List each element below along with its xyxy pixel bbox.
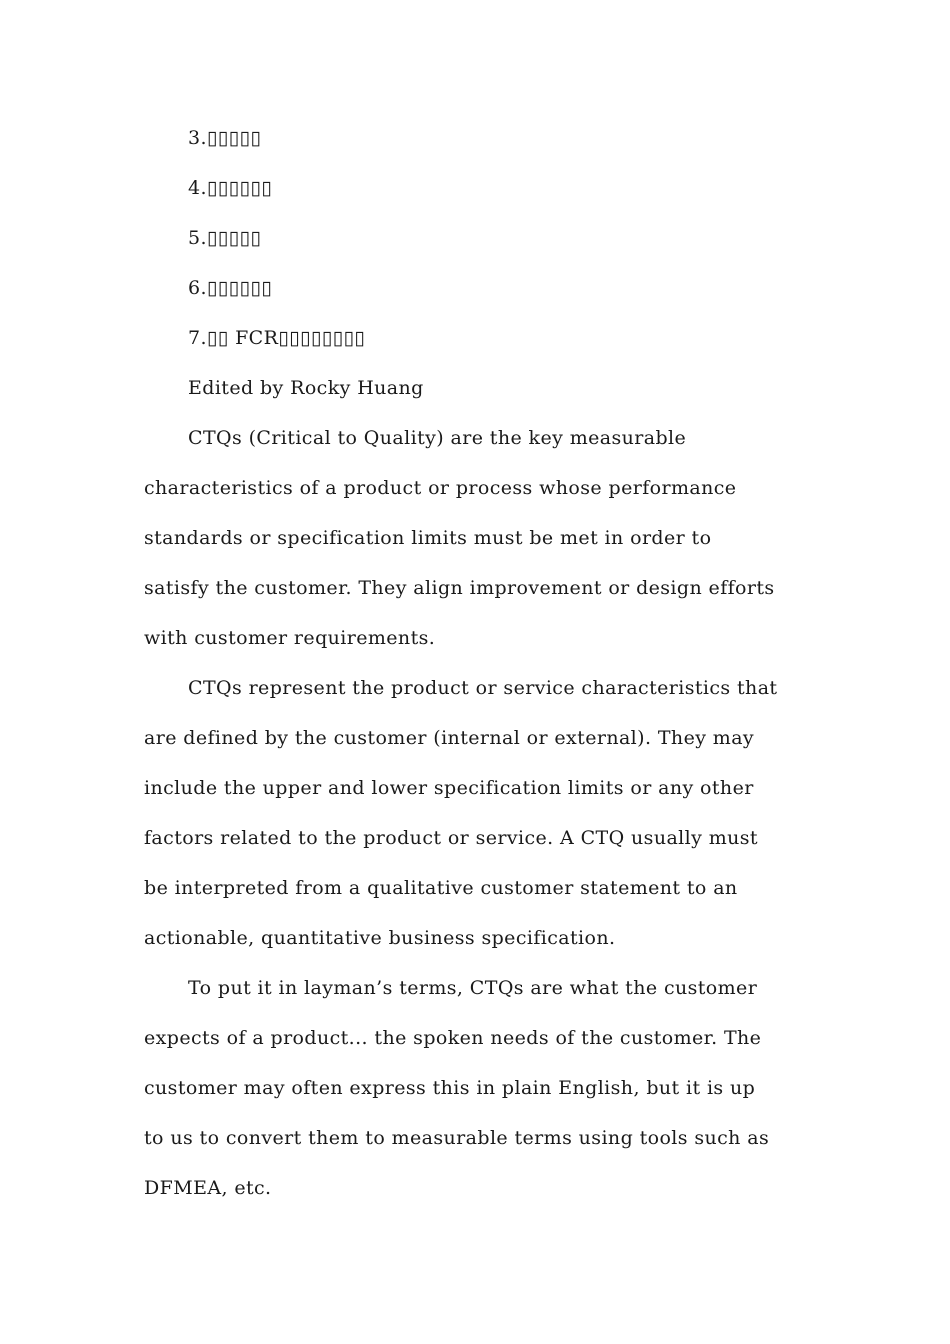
paragraph-line: actionable, quantitative business specification. <box>144 927 616 949</box>
paragraph-line: customer may often express this in plain English, but it is up <box>144 1077 756 1099</box>
paragraph-line: to us to convert them to measurable terms using tools such as <box>144 1127 770 1149</box>
author-line: Edited by Rocky Huang <box>188 377 424 399</box>
list-item: 4.▯▯▯▯▯▯ <box>188 177 273 199</box>
paragraph-line: factors related to the product or service. A CTQ usually must <box>144 827 758 849</box>
paragraph-line: be interpreted from a qualitative customer statement to an <box>144 877 738 899</box>
list-item: 3.▯▯▯▯▯ <box>188 127 262 149</box>
paragraph-line: standards or specification limits must be met in order to <box>144 527 712 549</box>
paragraph-line: characteristics of a product or process whose performance <box>144 477 737 499</box>
paragraph-line: To put it in layman’s terms, CTQs are what the customer <box>188 977 758 999</box>
paragraph-line: DFMEA, etc. <box>144 1177 272 1199</box>
paragraph-line: CTQs represent the product or service characteristics that <box>188 677 778 699</box>
list-item: 5.▯▯▯▯▯ <box>188 227 262 249</box>
paragraph-line: CTQs (Critical to Quality) are the key measurable <box>188 427 687 449</box>
paragraph-line: expects of a product... the spoken needs of the customer. The <box>144 1027 762 1049</box>
paragraph-line: include the upper and lower specification limits or any other <box>144 777 754 799</box>
paragraph-line: satisfy the customer. They align improvement or design efforts <box>144 577 775 599</box>
list-item: 6.▯▯▯▯▯▯ <box>188 277 273 299</box>
paragraph-line: with customer requirements. <box>144 627 436 649</box>
paragraph-line: are defined by the customer (internal or external). They may <box>144 727 755 749</box>
list-item: 7.▯▯ FCR▯▯▯▯▯▯▯▯ <box>188 327 366 349</box>
